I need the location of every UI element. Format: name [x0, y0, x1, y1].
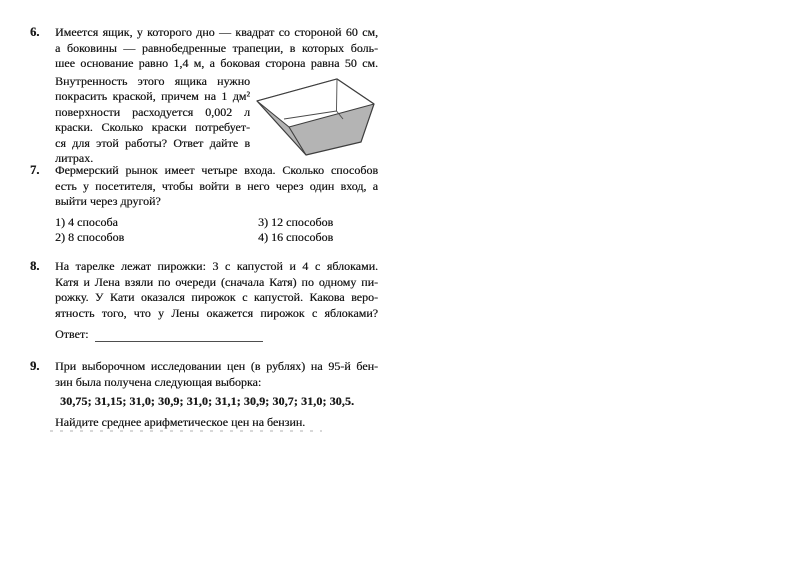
- text-line: ятность того, что у Лены окажется пирожок с яблоками?: [55, 305, 378, 320]
- text-line: краски. Сколько краски потребует-: [55, 120, 250, 134]
- text-line: Фермерский рынок имеет четыре входа. Сколько способов: [55, 163, 378, 177]
- problem-9-body: [55, 359, 378, 430]
- problem-6-narrow-text: [55, 74, 250, 167]
- answer-row: [55, 327, 378, 343]
- text-line: Внутренность этого ящика нужно: [55, 73, 250, 88]
- text-line: Имеется ящик, у которого дно — квадрат со стороной 60 см,: [55, 25, 378, 39]
- text-line: шее основание равно 1,4 м, а боковая сторона равна 50 см.: [55, 56, 378, 70]
- text-line: рожку. У Кати оказался пирожок с капустой. Какова веро-: [55, 290, 378, 304]
- text-line: выйти через другой?: [55, 194, 161, 208]
- option-3: 3) 12 способов: [258, 214, 334, 229]
- problem-8-body: [55, 259, 378, 343]
- problem-6-number: 6.: [30, 25, 40, 39]
- option-4: 4) 16 способов: [258, 230, 334, 244]
- text-line: При выборочном исследовании цен (в рублях) на 95-й бен-: [55, 359, 378, 373]
- text-line: есть у посетителя, чтобы войти в него через один вход, а: [55, 178, 378, 193]
- problem-9-number: 9.: [30, 359, 40, 373]
- text-line: Найдите среднее арифметическое цен на бензин.: [55, 414, 306, 429]
- problem-9: [30, 359, 378, 430]
- text-line: зин была получена следующая выборка:: [55, 374, 262, 389]
- text-line: ся для этой работы? Ответ дайте в: [55, 135, 250, 150]
- text-line: На тарелке лежат пирожки: 3 с капустой и 4 с яблоками.: [55, 259, 378, 273]
- box-inner-back-edge: [337, 79, 338, 111]
- problem-7: [30, 163, 378, 246]
- price-sample-data: 30,75; 31,15; 31,0; 30,9; 31,0; 31,1; 30,9; 30,7; 31,0; 30,5.: [60, 394, 355, 408]
- problem-8: [30, 259, 378, 343]
- text-line: покрасить краской, причем на 1 дм²: [55, 89, 250, 103]
- answer-label: Ответ:: [55, 327, 89, 341]
- problem-7-number: 7.: [30, 163, 40, 177]
- problem-6-body: [55, 25, 378, 167]
- text-line: литрах.: [55, 151, 94, 165]
- answer-blank-line: [95, 328, 263, 342]
- answer-options: [55, 215, 378, 246]
- option-1: 1) 4 способа: [55, 214, 118, 229]
- problem-7-body: [55, 163, 378, 246]
- box-figure-container: [253, 74, 383, 167]
- problem-6-wrap-row: [55, 74, 378, 167]
- text-line: поверхности расходуется 0,002 л: [55, 104, 250, 119]
- text-line: Катя и Лена взяли по очереди (сначала Катя) по одному пи-: [55, 274, 378, 289]
- scan-cutoff-artifact: [50, 430, 322, 432]
- text-line: а боковины — равнобедренные трапеции, в которых боль-: [55, 40, 378, 55]
- problem-6: [30, 25, 378, 167]
- trapezoid-box-figure: [253, 74, 383, 164]
- problem-8-number: 8.: [30, 259, 40, 273]
- option-2: 2) 8 способов: [55, 230, 125, 244]
